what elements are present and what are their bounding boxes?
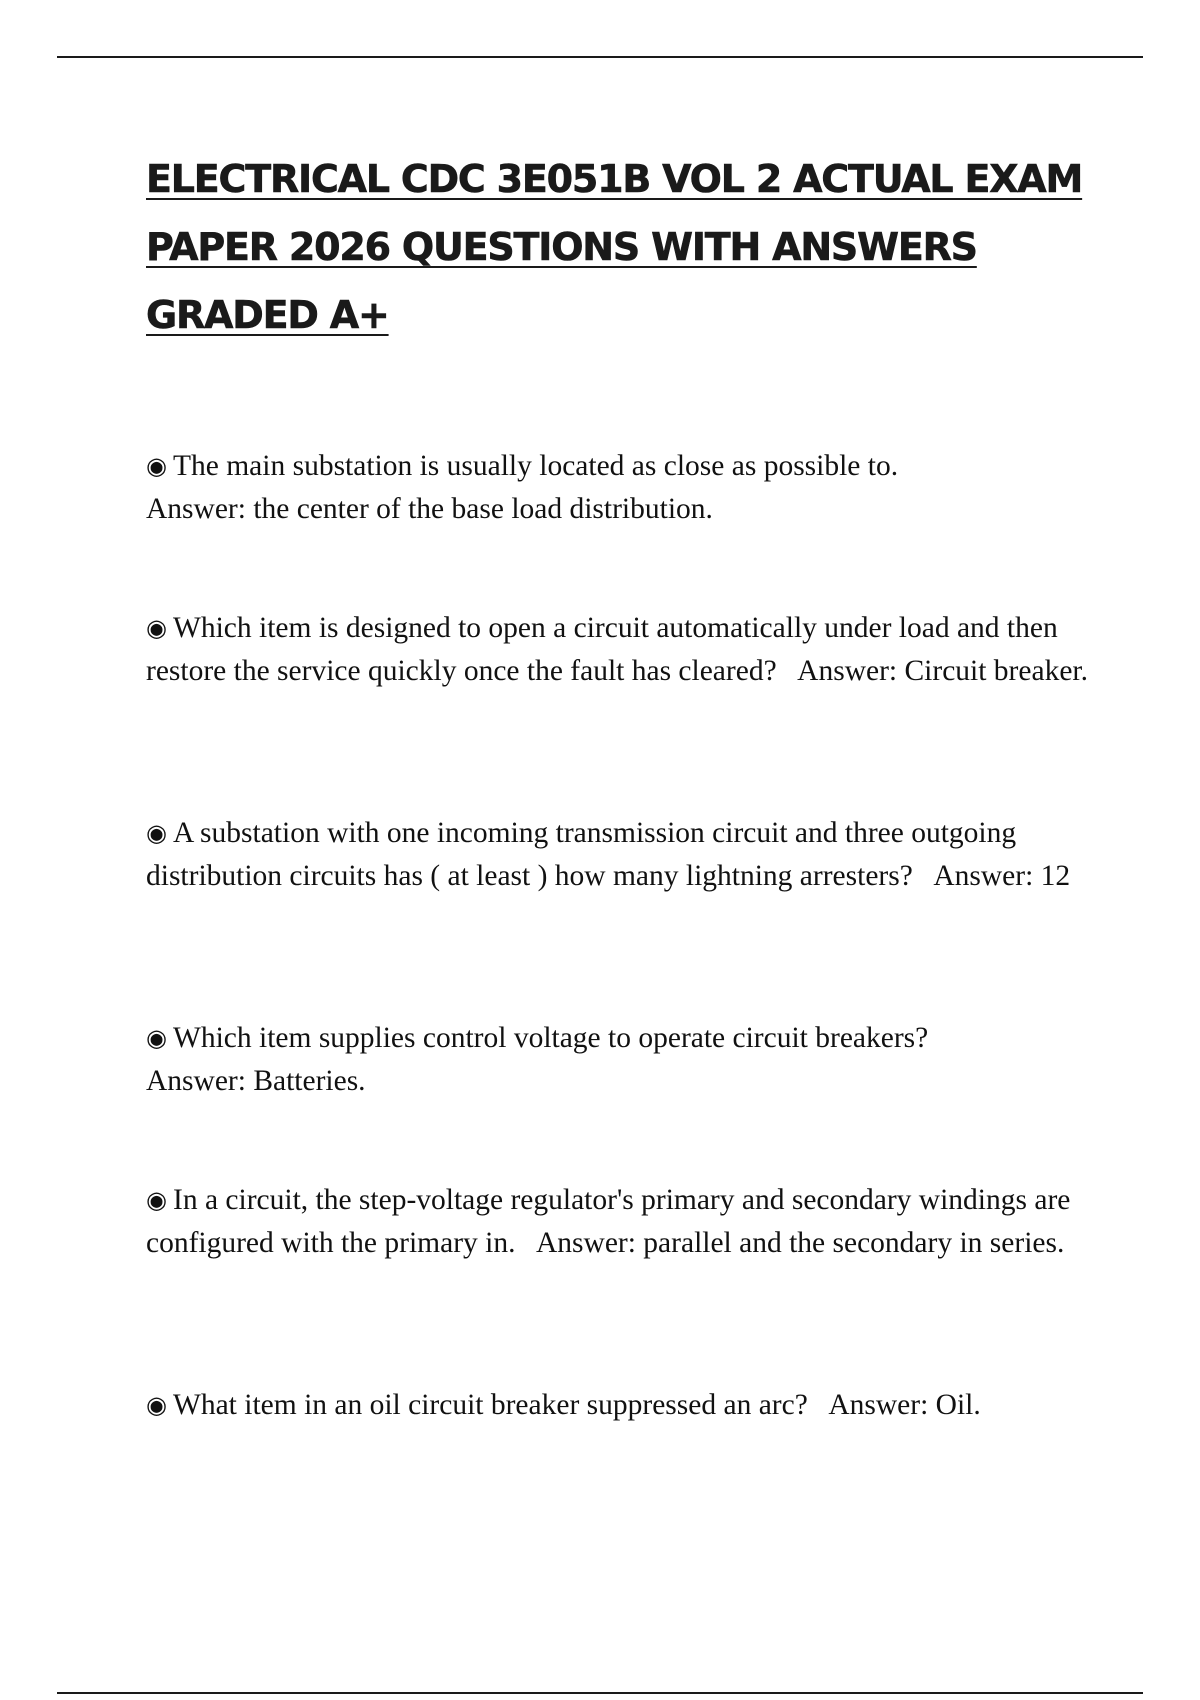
bullet-icon: ◉ <box>146 1391 167 1419</box>
question-text: Which item supplies control voltage to operate circuit breakers? <box>173 1022 929 1054</box>
bullet-icon: ◉ <box>146 452 167 480</box>
bullet-icon: ◉ <box>146 614 167 642</box>
question-text: In a circuit, the step-voltage regulator's primary and secondary windings are configured with the primary in. <box>146 1184 1071 1259</box>
answer-text: Answer: the center of the base load distribution. <box>146 493 713 525</box>
qa-item-5 <box>146 1179 1091 1265</box>
question-text: Which item is designed to open a circuit automatically under load and then restore the service quickly once the fault has cleared? <box>146 612 1058 687</box>
answer-text: Answer: Circuit breaker. <box>797 655 1088 687</box>
document-title: ELECTRICAL CDC 3E051B VOL 2 ACTUAL EXAM PAPER 2026 QUESTIONS WITH ANSWERS GRADED A+ <box>146 157 1083 337</box>
qa-item-2 <box>146 607 1091 693</box>
qa-item-6 <box>146 1384 1091 1427</box>
answer-text: Answer: 12 <box>933 860 1071 892</box>
question-text: What item in an oil circuit breaker suppressed an arc? <box>173 1389 808 1421</box>
qa-item-1 <box>146 445 1091 531</box>
bullet-icon: ◉ <box>146 819 167 847</box>
answer-text: Answer: Batteries. <box>146 1065 366 1097</box>
bottom-rule <box>57 1692 1143 1694</box>
top-rule <box>57 56 1143 58</box>
question-text: The main substation is usually located as close as possible to. <box>173 450 899 482</box>
qa-item-3 <box>146 812 1091 898</box>
bullet-icon: ◉ <box>146 1024 167 1052</box>
question-text: A substation with one incoming transmission circuit and three outgoing distribution circuits has ( at least ) how many lightning arresters? <box>146 817 1017 892</box>
qa-item-4 <box>146 1017 1091 1103</box>
answer-text: Answer: Oil. <box>828 1389 981 1421</box>
answer-text: Answer: parallel and the secondary in series. <box>535 1227 1065 1259</box>
bullet-icon: ◉ <box>146 1186 167 1214</box>
